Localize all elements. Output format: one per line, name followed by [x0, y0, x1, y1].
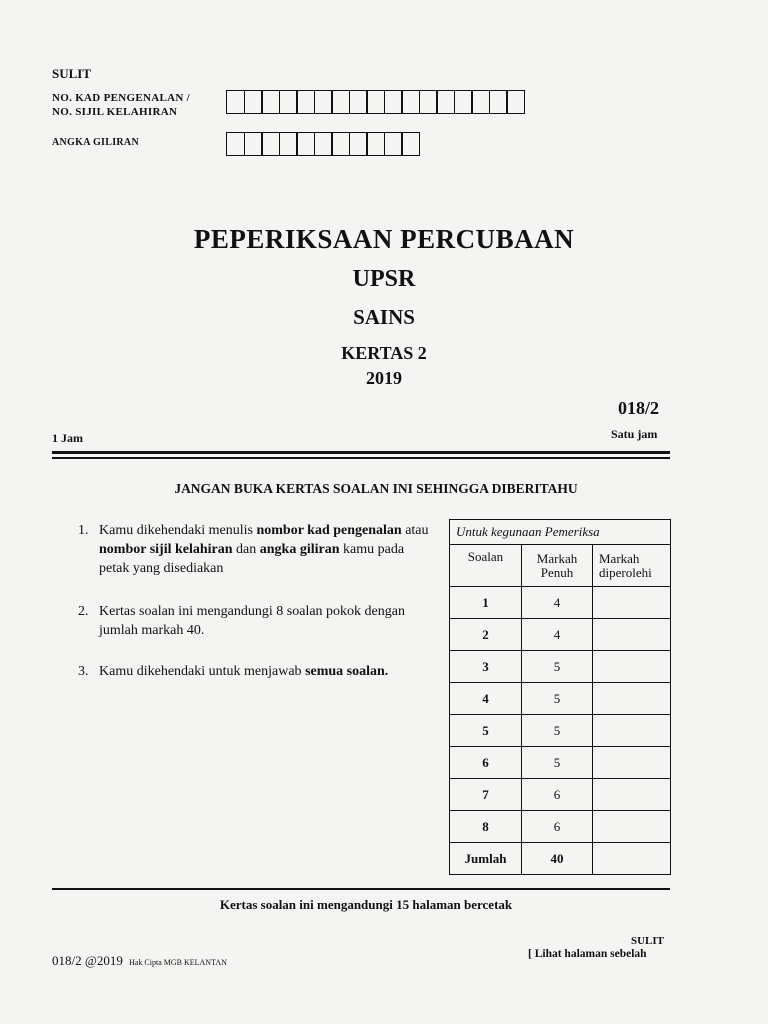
- exam-title: PEPERIKSAAN PERCUBAAN: [193, 224, 575, 254]
- paper-code: 018/2: [618, 398, 660, 418]
- warning-text: JANGAN BUKA KERTAS SOALAN INI SEHINGGA DIBERITAHU: [174, 481, 578, 496]
- score-cell[interactable]: [593, 619, 671, 651]
- id-label-line-2: NO. SIJIL KELAHIRAN: [52, 106, 178, 118]
- double-rule-top: [52, 451, 670, 454]
- id-label-line-1: NO. KAD PENGENALAN /: [52, 92, 191, 104]
- instruction-text: Kamu dikehendaki untuk menjawab semua soalan.: [99, 664, 389, 679]
- subject-name: SAINS: [353, 305, 415, 329]
- double-rule-bottom: [52, 457, 670, 459]
- instruction-text: Kamu dikehendaki menulis nombor kad pengenalan atau nombor sijil kelahiran dan angka giliran kamu pada petak yang disediakan: [99, 523, 429, 576]
- instruction-text: Kertas soalan ini mengandungi 8 soalan pokok dengan jumlah markah 40.: [99, 604, 405, 638]
- score-cell[interactable]: [593, 779, 671, 811]
- table-row: 1 4: [450, 587, 671, 619]
- instruction-1: [78, 521, 428, 581]
- exam-name: UPSR: [352, 266, 416, 292]
- total-score-cell[interactable]: [593, 843, 671, 875]
- table-row: 5 5: [450, 715, 671, 747]
- instruction-number: 3.: [78, 664, 89, 679]
- total-value: 40: [522, 843, 593, 875]
- score-cell[interactable]: [593, 683, 671, 715]
- exam-year: 2019: [366, 368, 402, 388]
- instruction-3: [78, 662, 428, 702]
- footer-rule: [52, 888, 670, 890]
- giliran-boxes[interactable]: [226, 132, 419, 156]
- marks-table-caption: Untuk kegunaan Pemeriksa: [450, 520, 671, 545]
- total-row: [450, 843, 671, 875]
- score-cell[interactable]: [593, 715, 671, 747]
- sulit-header: SULIT: [52, 66, 92, 81]
- pages-note: Kertas soalan ini mengandungi 15 halaman bercetak: [219, 897, 513, 912]
- col-markah-penuh: Markah Penuh: [522, 545, 593, 587]
- total-label: Jumlah: [450, 843, 522, 875]
- table-row: 6 5: [450, 747, 671, 779]
- instruction-number: 1.: [78, 523, 89, 538]
- footer-code: 018/2 @2019 Hak Cipta MGB KELANTAN: [52, 953, 227, 968]
- score-cell[interactable]: [593, 747, 671, 779]
- paper-number: KERTAS 2: [341, 343, 427, 363]
- instruction-number: 2.: [78, 604, 89, 619]
- table-row: 8 6: [450, 811, 671, 843]
- sulit-footer: SULIT: [631, 935, 665, 947]
- next-page-note: [ Lihat halaman sebelah: [528, 948, 647, 960]
- duration-right: Satu jam: [611, 427, 658, 441]
- score-cell[interactable]: [593, 811, 671, 843]
- giliran-label: ANGKA GILIRAN: [52, 137, 139, 148]
- table-row: 7 6: [450, 779, 671, 811]
- score-cell[interactable]: [593, 587, 671, 619]
- col-soalan: Soalan: [450, 545, 522, 587]
- table-row: 4 5: [450, 683, 671, 715]
- col-markah-diperolehi: Markah diperolehi: [593, 545, 671, 587]
- copyright-text: Hak Cipta MGB KELANTAN: [129, 958, 227, 967]
- marks-table: [449, 519, 671, 875]
- score-cell[interactable]: [593, 651, 671, 683]
- instruction-2: [78, 602, 428, 642]
- duration-left: 1 Jam: [52, 431, 83, 445]
- table-row: 3 5: [450, 651, 671, 683]
- id-number-boxes[interactable]: [226, 90, 524, 114]
- table-row: 2 4: [450, 619, 671, 651]
